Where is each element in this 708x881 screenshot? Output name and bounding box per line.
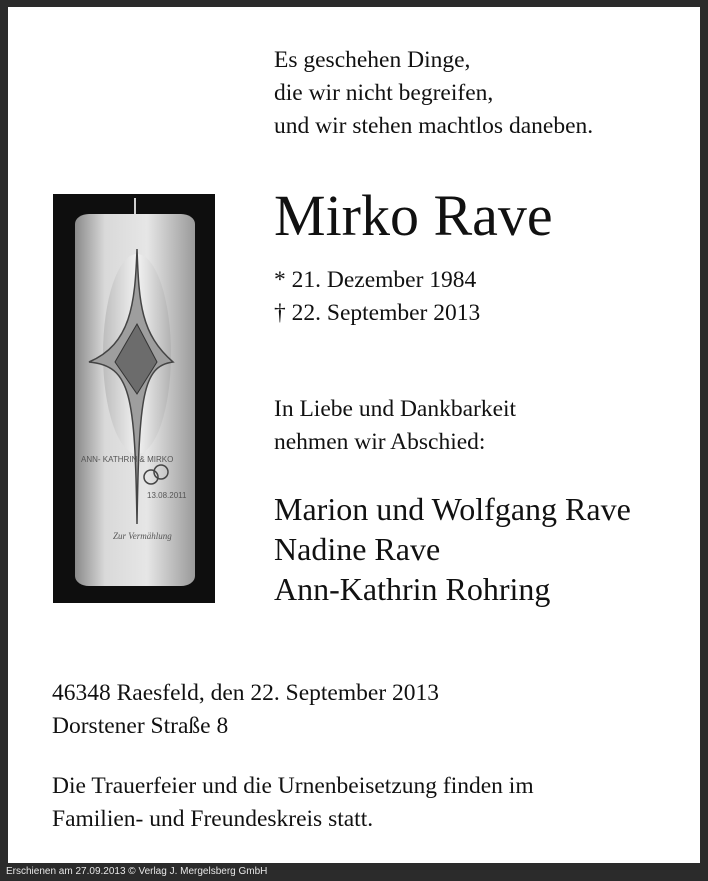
candle-inscription: Zur Vermählung (113, 531, 172, 541)
funeral-service-note (52, 770, 534, 836)
quote-line: Es geschehen Dinge, (274, 47, 471, 73)
publication-footer: Erschienen am 27.09.2013 © Verlag J. Mergelsberg GmbH (0, 863, 708, 881)
candle-names: ANN- KATHRIN & MIRKO (81, 455, 174, 464)
candle-date: 13.08.2011 (147, 491, 187, 500)
service-line: Familien- und Freundeskreis statt. (52, 806, 374, 832)
place-and-address (52, 677, 439, 743)
street-address: Dorstener Straße 8 (52, 713, 229, 739)
candle-photo (53, 194, 215, 603)
mourner-name: Ann-Kathrin Rohring (274, 571, 551, 607)
mourners-list (274, 489, 631, 609)
death-date: † 22. September 2013 (274, 300, 481, 326)
mourner-name: Nadine Rave (274, 531, 441, 567)
quote-line: die wir nicht begreifen, (274, 80, 494, 106)
mourner-name: Marion und Wolfgang Rave (274, 491, 631, 527)
birth-date: * 21. Dezember 1984 (274, 267, 477, 293)
candle-illustration (53, 194, 215, 603)
deceased-name: Mirko Rave (274, 183, 553, 248)
farewell-line: nehmen wir Abschied: (274, 429, 486, 455)
farewell-line: In Liebe und Dankbarkeit (274, 396, 517, 422)
place-date: 46348 Raesfeld, den 22. September 2013 (52, 680, 440, 706)
service-line: Die Trauerfeier und die Urnenbeisetzung finden im (52, 773, 534, 799)
life-dates (274, 264, 480, 330)
quote-line: und wir stehen machtlos daneben. (274, 113, 594, 139)
farewell-text (274, 393, 516, 459)
opening-quote (274, 44, 593, 143)
